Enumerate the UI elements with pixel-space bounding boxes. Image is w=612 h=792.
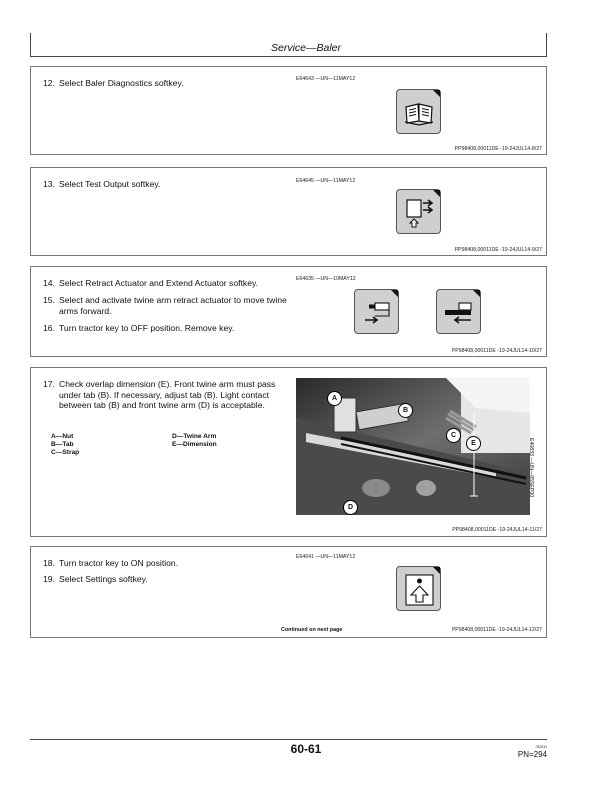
pn-number: PN=294 [517,750,547,759]
step-12: 12. Select Baler Diagnostics softkey. [43,78,184,88]
test-output-icon [397,190,442,235]
retract-actuator-softkey[interactable] [354,289,399,334]
step-panel-17 [30,367,547,537]
reference-code: PP98408,00011DE -19-24JUL14-12/27 [451,627,542,633]
continued-note: Continued on next page [281,627,343,633]
figure-id: E64645 —UN—11MAY12 [296,178,356,184]
step-18: 18. Turn tractor key to ON position. [43,558,179,568]
step-panel-13 [30,167,547,256]
callout-a: A [327,391,342,406]
twine-arm-photo [296,378,530,515]
extend-actuator-softkey[interactable] [436,289,481,334]
step-16: 16. Turn tractor key to OFF position. Remove key. [43,323,235,333]
figure-id: E40833 —UN—05SEP00 [528,438,534,498]
footer-code: 082510 [535,745,547,749]
header-line [30,56,547,57]
reference-code: PP98408,00011DE -19-24JUL14-9/27 [454,247,542,253]
callout-c: C [446,428,461,443]
figure-id: E64643 —UN—11MAY12 [296,76,356,82]
page-header-title: Service—Baler [270,42,342,54]
book-icon [397,90,442,135]
legend-left: A—Nut B—Tab C—Strap [51,433,80,456]
figure-id: E64641 —UN—11MAY12 [296,554,356,560]
extend-actuator-icon [437,290,482,335]
step-15: 15. Select and activate twine arm retract actuator to move twine arms forward. [43,295,287,316]
test-output-softkey[interactable] [396,189,441,234]
settings-icon [397,567,442,612]
step-panel-18-19 [30,546,547,638]
legend-right: D—Twine Arm E—Dimension [172,433,217,448]
reference-code: PP98408,00011DE -19-24JUL14-8/27 [454,146,542,152]
step-panel-14-16 [30,266,547,357]
callout-d: D [343,500,358,515]
step-13: 13. Select Test Output softkey. [43,179,161,189]
step-19: 19. Select Settings softkey. [43,574,148,584]
step-17: 17. Check overlap dimension (E). Front twine arm must pass under tab (B). If necessary, adjust tab (B). Light contact between tab (B) and front twine arm (D) is acceptable. [43,379,276,410]
callout-e: E [466,436,481,451]
retract-actuator-icon [355,290,400,335]
step-14: 14. Select Retract Actuator and Extend Actuator softkey. [43,278,259,288]
page-number: 60-61 [290,742,322,756]
reference-code: PP98408,00011DE -19-24JUL14-11/27 [452,527,542,533]
reference-code: PP98408,00011DE -19-24JUL14-10/27 [451,348,542,354]
footer-line [30,739,547,740]
settings-softkey[interactable] [396,566,441,611]
callout-b: B [398,403,413,418]
figure-id: E64635 —UN—10MAY12 [296,276,356,282]
baler-diagnostics-softkey[interactable] [396,89,441,134]
step-panel-12 [30,66,547,155]
